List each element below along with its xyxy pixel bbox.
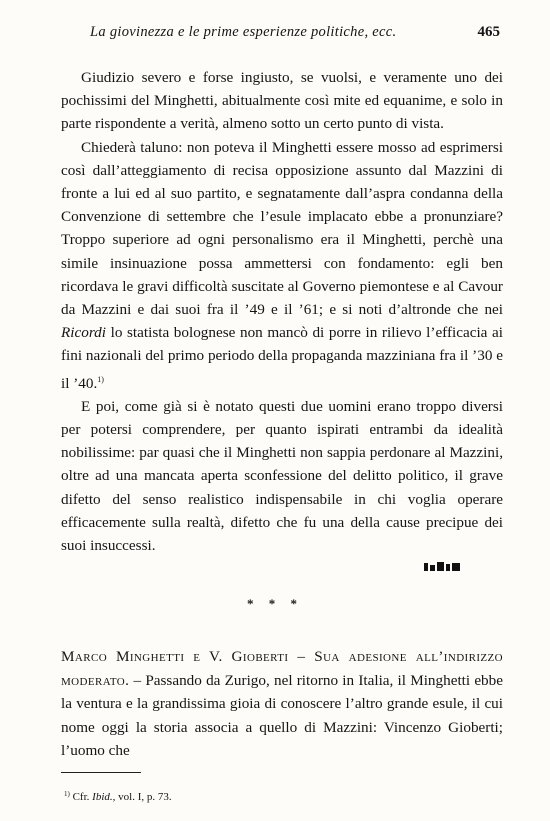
- main-text: [61, 66, 503, 557]
- section-separator: * * *: [247, 596, 303, 611]
- page-number: 465: [477, 24, 500, 40]
- paragraph-2: [61, 136, 503, 395]
- paragraph-2-text-b: lo statista bolognese non mancò di porre in rilievo l’efficacia ai fini nazionali del primo periodo della propaganda mazziniana fra il ’30 e il ’40.: [61, 324, 503, 392]
- section-text: – Passando da Zurigo, nel ritorno in Italia, il Minghetti ebbe la ventura e la grandissima gioia di conoscere l’altro grande esule, il cui nome oggi la storia associa a quello di Mazzini: Vincenzo Gioberti; l’uomo che: [61, 671, 503, 759]
- section-heading: Marco Minghetti e V. Gioberti – Sua adesione all’indirizzo moderato.: [61, 648, 503, 689]
- paragraph-1: Giudizio severo e forse ingiusto, se vuolsi, e veramente uno dei pochissimi del Minghetti, abitualmente così mite ed equanime, e solo in parte rispondente a verità, almeno sotto un certo punto di vista.: [61, 69, 503, 133]
- footnote-rule: [61, 772, 141, 773]
- ink-stamp-mark: [424, 562, 462, 572]
- footnote-marker: 1): [64, 790, 70, 798]
- footnote: [64, 790, 172, 803]
- footnote-ibid: Ibid.: [92, 791, 113, 803]
- ricordi-title: Ricordi: [61, 324, 106, 342]
- section-paragraph: [61, 645, 503, 763]
- footnote-text-pre: Cfr.: [69, 791, 93, 803]
- paragraph-2-text-a: Chiederà taluno: non poteva il Minghetti essere mosso ad esprimersi così dall’atteggiamento di recisa opposizione assunto dal Mazzini di fronte a lui ed al suo partito, e segnatamente dall’aspra condanna della Convenzione di settembre che l’esule implacato ebbe a pronunziare? Troppo superiore ad ogni personalismo era il Minghetti, perchè una simile insinuazione possa ammettersi con fondamento: egli ben ricordava le gravi difficoltà suscitate al Governo piemontese e al Cavour da Mazzini e dai suoi fra il ’49 e il ’61; e si noti d’altronde che nei: [61, 138, 503, 319]
- footnote-text-post: , vol. I, p. 73.: [112, 791, 172, 803]
- paragraph-3: E poi, come già si è notato questi due uomini erano troppo diversi per potersi comprendere, per quanto ispirati entrambi da idealità nobilissime: par quasi che il Minghetti non sappia perdonare al Mazzini, oltre ad una mancata aperta sconfessione del delitto politico, il grave difetto del senso realistico indispensabile in chi voglia operare efficacemente sulla realtà, difetto che fu una della cause precipue dei suoi insuccessi.: [61, 397, 503, 555]
- footnote-reference: 1): [97, 374, 104, 384]
- running-title: La giovinezza e le prime esperienze politiche, ecc.: [90, 24, 397, 40]
- page-header: [60, 24, 500, 44]
